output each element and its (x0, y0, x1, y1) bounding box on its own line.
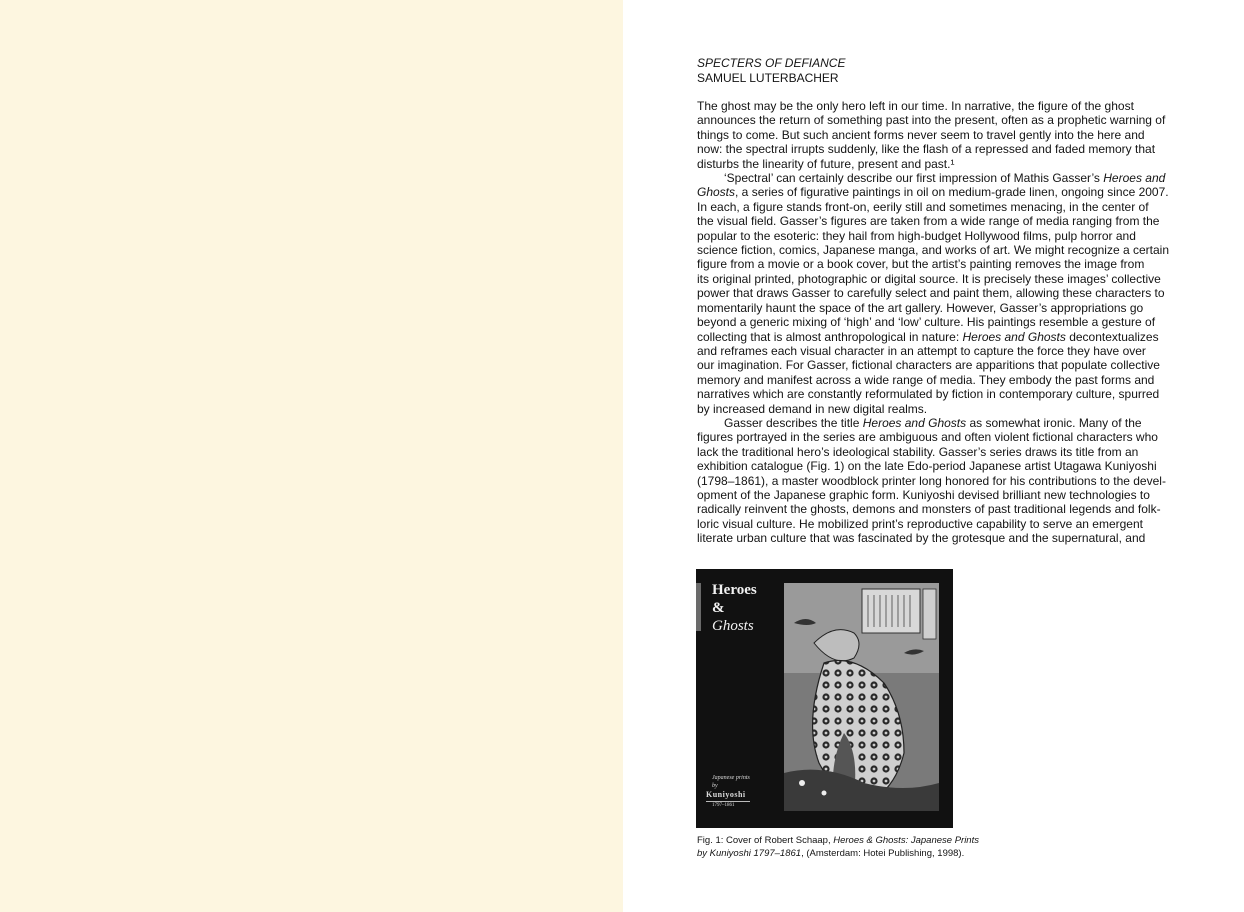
text-run-italic: Ghosts (697, 185, 736, 200)
figure-caption (697, 835, 979, 860)
body-line: its original printed, photographic or digital source. It is precisely these images’ collective (697, 271, 1161, 286)
body-line: beyond a generic mixing of ‘high’ and ‘low’ culture. His paintings resemble a gesture of (697, 315, 1156, 330)
article-body (697, 99, 1183, 546)
article-header (697, 56, 845, 86)
cover-title-ampersand: & (712, 600, 725, 616)
body-line: (1798–1861), a master woodblock printer long honored for his contributions to the devel- (697, 473, 1166, 488)
text-run: decontextualizes (1065, 329, 1159, 344)
cover-publisher-block (706, 774, 750, 810)
article-author: SAMUEL LUTERBACHER (697, 71, 839, 85)
body-line: In each, a figure stands front-on, eerily still and sometimes menacing, in the center of (697, 199, 1149, 214)
body-line: figure from a movie or a book cover, but the artist’s painting removes the image from (697, 257, 1145, 272)
cover-title-ghosts: Ghosts (712, 618, 754, 634)
cover-artist-dates: 1797–1861 (712, 803, 735, 808)
body-line: power that draws Gasser to carefully select and paint them, allowing these characters to (697, 286, 1165, 301)
body-line: the visual field. Gasser’s figures are taken from a wide range of media ranging from the (697, 214, 1160, 229)
text-run-italic: by Kuniyoshi 1797–1861 (697, 847, 802, 859)
body-line (697, 171, 1183, 185)
body-line: science fiction, comics, Japanese manga, and works of art. We might recognize a certain (697, 243, 1170, 258)
text-run: , (Amsterdam: Hotei Publishing, 1998). (801, 847, 965, 859)
text-run-italic: Heroes & Ghosts: Japanese Prints (833, 835, 979, 846)
body-line: literate urban culture that was fascinated by the grotesque and the supernatural, and (697, 531, 1146, 546)
body-line: The ghost may be the only hero left in our time. In narrative, the figure of the ghost (697, 99, 1134, 113)
body-line: things to come. But such ancient forms never seem to travel gently into the here and (697, 127, 1145, 142)
body-line: by increased demand in new digital realms. (697, 401, 928, 416)
body-line: lack the traditional hero’s ideological stability. Gasser’s series draws its title from an (697, 444, 1139, 459)
cover-accent-bar (696, 583, 701, 631)
body-line: now: the spectral irrupts suddenly, like the flash of a repressed and faded memory that (697, 142, 1156, 157)
body-line (697, 185, 1183, 199)
article-title: SPECTERS OF DEFIANCE (697, 56, 846, 70)
cover-title-heroes: Heroes (712, 582, 757, 598)
cover-by: by (712, 783, 718, 789)
body-line: radically reinvent the ghosts, demons and monsters of past traditional legends and folk- (697, 502, 1161, 517)
body-line: popular to the esoteric: they hail from high-budget Hollywood films, pulp horror and (697, 228, 1136, 243)
text-run: , a series of figurative paintings in oil on medium-grade linen, ongoing since 2007. (735, 185, 1169, 200)
text-run: Fig. 1: Cover of Robert Schaap, (697, 835, 834, 846)
text-run: Gasser describes the title (724, 415, 863, 430)
cover-title (712, 581, 757, 635)
text-run-italic: Heroes and Ghosts (862, 415, 967, 430)
body-line (697, 330, 1183, 344)
right-page (623, 0, 1244, 912)
text-run: collecting that is almost anthropological in nature: (697, 329, 963, 344)
text-run-italic: Heroes and Ghosts (962, 329, 1066, 344)
body-line: exhibition catalogue (Fig. 1) on the late Edo-period Japanese artist Utagawa Kuniyoshi (697, 459, 1157, 474)
text-run-italic: Heroes and (1103, 171, 1166, 186)
body-line: disturbs the linearity of future, present and past.¹ (697, 156, 955, 171)
body-line: our imagination. For Gasser, fictional characters are apparitions that populate collective (697, 358, 1160, 373)
woodblock-print-image (784, 583, 939, 811)
body-line: announces the return of something past into the present, often as a prophetic warning of (697, 113, 1166, 128)
text-run: as somewhat ironic. Many of the (966, 415, 1142, 430)
cover-subtitle: Japanese prints (712, 775, 750, 781)
body-line: figures portrayed in the series are ambiguous and often violent fictional characters who (697, 430, 1158, 445)
body-line: momentarily haunt the space of the art gallery. However, Gasser’s appropriations go (697, 300, 1144, 315)
text-run: ‘Spectral’ can certainly describe our first impression of Mathis Gasser’s (724, 171, 1104, 186)
body-line: loric visual culture. He mobilized print’s reproductive capability to serve an emergent (697, 516, 1143, 531)
body-line: narratives which are constantly reformulated by fiction in contemporary culture, spurred (697, 387, 1160, 402)
body-line: and reframes each visual character in an attempt to capture the force they have over (697, 343, 1146, 358)
body-line: opment of the Japanese graphic form. Kuniyoshi devised brilliant new technologies to (697, 487, 1150, 502)
cover-artist-name: Kuniyoshi (706, 790, 750, 802)
body-line: memory and manifest across a wide range of media. They embody the past forms and (697, 372, 1155, 387)
caption-line (697, 848, 979, 861)
body-line (697, 416, 1183, 430)
figure-book-cover (696, 569, 953, 828)
caption-line (697, 835, 979, 848)
